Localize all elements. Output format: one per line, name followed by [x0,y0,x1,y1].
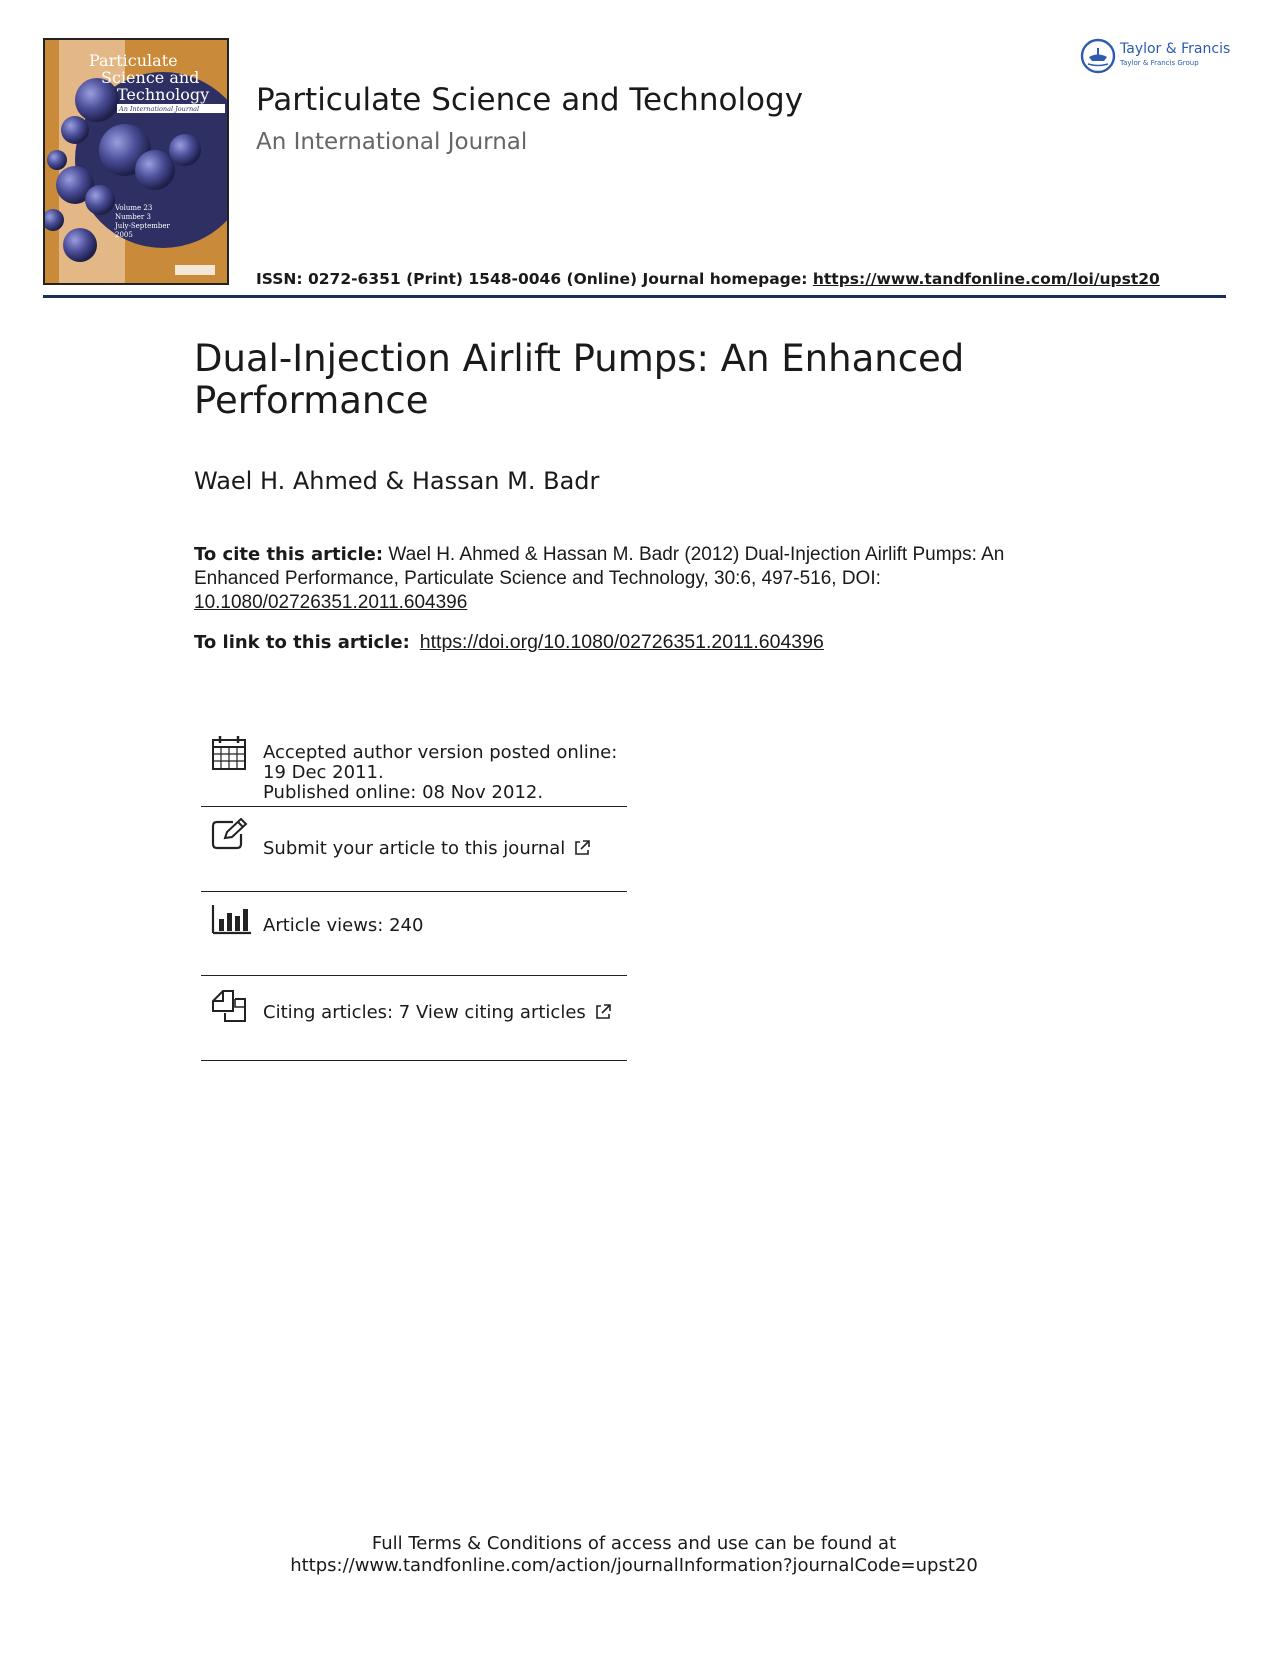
publisher-group: Taylor & Francis Group [1120,59,1199,67]
edit-icon [211,818,249,854]
journal-subtitle: An International Journal [256,129,528,155]
article-link-line [194,631,824,654]
publication-dates [263,743,623,803]
issn-text: ISSN: 0272-6351 (Print) 1548-0046 (Online) Journal homepage: [256,270,813,288]
accepted-date: Accepted author version posted online: 19 Dec 2011. [263,742,618,783]
cover-title-line-2: Science and [101,68,200,87]
cover-issue-line-4: 2005 [115,231,133,239]
publisher-name: Taylor & Francis [1120,41,1231,57]
issn-line [256,270,1160,288]
article-title: Dual-Injection Airlift Pumps: An Enhanced Performance [194,337,965,422]
journal-title: Particulate Science and Technology [256,82,804,118]
publisher-logo-icon [1080,38,1116,74]
external-link-icon [594,1003,612,1026]
citation-label: To cite this article: [194,544,384,565]
publication-dates-row [201,733,627,807]
article-authors: Wael H. Ahmed & Hassan M. Badr [194,467,600,495]
cover-title-line-3: Technology [117,85,210,104]
cover-issue-line-1: Volume 23 [115,204,153,212]
published-date: Published online: 08 Nov 2012. [263,782,544,803]
submit-article-link[interactable] [263,839,591,862]
terms-url[interactable]: https://www.tandfonline.com/action/journalInformation?journalCode=upst20 [290,1555,978,1576]
article-views-row [201,891,627,976]
article-views: Article views: 240 [263,915,424,936]
terms-text: Full Terms & Conditions of access and use can be found at [371,1533,897,1554]
publisher-logo[interactable] [1080,38,1230,74]
cover-subtitle: An International Journal [119,105,200,113]
submit-article-row[interactable] [201,806,627,892]
header-divider [43,295,1226,298]
citation-block [194,543,1024,615]
citation-text: Wael H. Ahmed & Hassan M. Badr (2012) Dual-Injection Airlift Pumps: An Enhanced Performance, Particulate Science and Technology, 30:6, 497-516, DOI: [194,544,1005,589]
article-link-label: To link to this article: [194,632,410,653]
journal-cover-image [43,38,229,285]
cover-issue-line-2: Number 3 [115,213,151,221]
citing-articles-link[interactable] [263,1003,612,1026]
documents-icon [211,989,247,1027]
citation-doi-link[interactable]: 10.1080/02726351.2011.604396 [194,592,468,613]
journal-homepage-link[interactable]: https://www.tandfonline.com/loi/upst20 [812,270,1160,288]
calendar-icon [211,735,247,775]
citing-articles-row[interactable] [201,975,627,1061]
bar-chart-icon [211,905,251,939]
article-doi-link[interactable]: https://doi.org/10.1080/02726351.2011.604396 [419,631,824,653]
citing-articles-label: Citing articles: 7 View citing articles [263,1002,586,1023]
external-link-icon [573,839,591,862]
cover-issue-line-3: July-September [115,222,170,230]
submit-article-label: Submit your article to this journal [263,838,566,859]
cover-title-line-1: Particulate [89,51,178,70]
terms-footer [0,1533,1268,1577]
